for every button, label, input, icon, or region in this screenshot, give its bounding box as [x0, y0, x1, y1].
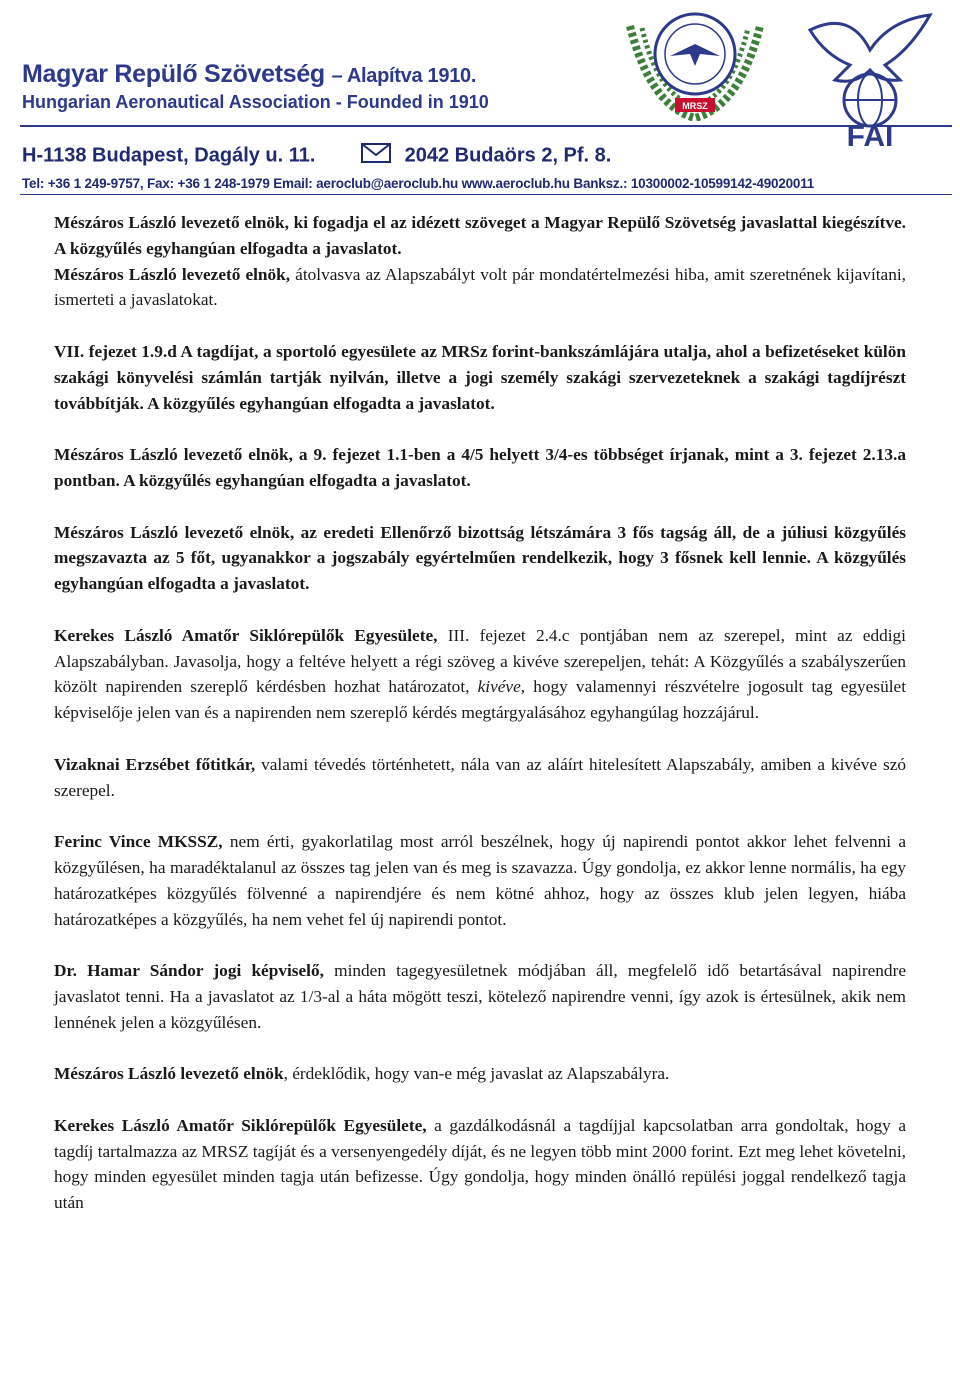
street-address: H-1138 Budapest, Dagály u. 11.: [22, 144, 316, 167]
italic-text-run: kivéve,: [477, 677, 526, 697]
bold-text-run: Mészáros László levezető elnök: [54, 1064, 284, 1084]
fai-text: FAI: [846, 120, 894, 150]
org-name-en: Hungarian Aeronautical Association: [22, 92, 331, 112]
paragraph-p6: [54, 623, 906, 726]
bold-text-run: Mészáros László levezető elnök, ki fogadja el az idézett szöveget a Magyar Repülő Szövetség javaslattal kiegészítve. A közgyűlés egyhangúan elfogadta a javaslatot.: [54, 213, 906, 258]
paragraph-p9: [54, 958, 906, 1035]
bold-text-run: Dr. Hamar Sándor jogi képviselő,: [54, 961, 324, 981]
document-body: [54, 210, 906, 1242]
address-line: [22, 143, 611, 169]
founded-en: - Founded in 1910: [335, 92, 489, 112]
text-run: nem érti, gyakorlatilag most arról beszélnek, hogy új napirendi pontot akkor lehet felvenni a közgyűlésen, ha maradéktalanul az összes tag jelen van és meg is szavazza. Úgy gondolja, ez akkor lenne normális, ha egy határozatképes közgyűlés fölvenné a napirendjére és nem kötné ahhoz, hogy az összes klub jelen legyen, hiába határozatképes a közgyűlés, ha nem vehet fel új napirendi pontot.: [54, 832, 906, 929]
paragraph-p8: [54, 829, 906, 932]
text-run: hogy valamennyi részvételre jogosult tag egyesület képviselője jelen van és a napirenden nem szereplő kérdés megtárgyalásához egyhangúlag hozzájárul.: [54, 677, 906, 723]
org-name-line: [22, 60, 476, 89]
bold-text-run: Mészáros László levezető elnök, a 9. fejezet 1.1-ben a 4/5 helyett 3/4-es többséget írjanak, mint a 3. fejezet 2.13.a pontban. A közgyűlés egyhangúan elfogadta a javaslatot.: [54, 445, 906, 490]
letterhead: [0, 0, 960, 195]
bold-text-run: Kerekes László Amatőr Siklórepülők Egyesülete,: [54, 1115, 427, 1135]
bold-text-run: Vizaknai Erzsébet főtitkár,: [54, 754, 256, 774]
po-box: 2042 Budaörs 2, Pf. 8.: [404, 144, 612, 167]
bold-text-run: Kerekes László Amatőr Siklórepülők Egyesülete,: [54, 625, 438, 645]
paragraph-p10: [54, 1061, 906, 1087]
text-run: minden tagegyesületnek módjában áll, megfelelő idő betartásával napirendre javaslatot tenni. Ha a javaslatot az 1/3-al a háta mögött teszi, kötelező napirendre venni, így azok is értesülnek, akik nem lennének jelen a közgyűlésen.: [54, 961, 906, 1032]
paragraph-p1: [54, 210, 906, 262]
text-run: átolvasva az Alapszabályt volt pár mondatértelmezési hiba, amit szeretnének kijavítani, ismerteti a javaslatokat.: [54, 264, 906, 310]
text-run: III. fejezet 2.4.c pontjában nem az szerepel, mint az eddigi Alapszabályban. Javasolja, hogy a feltéve helyett a régi szöveg a kivéve szerepeljen, tehát: A Közgyűlés a szabályszerűen közölt napirenden szereplő kérdésben hozhat határozatot,: [54, 625, 906, 697]
paragraph-p5: [54, 520, 906, 597]
text-run: a gazdálkodásnál a tagdíjjal kapcsolatban arra gondoltak, hogy a tagdíj tartalmazza az MRSZ tagíját és a versenyengedély díját, és ne legyen több mint 2000 forint. Ezt meg lehet követelni, hogy minden egyesület minden tagja után befizesse. Úgy gondolja, hogy minden önálló repülési joggal rendelkező tagja után: [54, 1115, 906, 1213]
bold-text-run: Ferinc Vince MKSSZ,: [54, 832, 223, 852]
paragraph-p11: [54, 1113, 906, 1216]
paragraph-p4: [54, 442, 906, 494]
divider-line-bottom: [20, 194, 952, 195]
paragraph-p2: [54, 262, 906, 314]
envelope-icon: [361, 143, 391, 169]
bold-text-run: Mészáros László levezető elnök, az eredeti Ellenőrző bizottság létszámára 3 fős tagság áll, de a júliusi közgyűlés megszavazta az 5 főt, ugyanakkor a jogszabály egyértelműen rendelkezik, hogy 3 fősnek kell lennie. A közgyűlés egyhangúan elfogadta a javaslatot.: [54, 522, 906, 594]
org-name: Magyar Repülő Szövetség: [22, 60, 325, 88]
text-run: , érdeklődik, hogy van-e még javaslat az Alapszabályra.: [283, 1064, 670, 1084]
bold-text-run: Mészáros László levezető elnök,: [54, 264, 291, 284]
paragraph-p3: [54, 339, 906, 416]
fai-logo-icon: [790, 10, 950, 155]
paragraph-p7: [54, 752, 906, 804]
bold-text-run: VII. fejezet 1.9.d A tagdíjat, a sportoló egyesülete az MRSz forint-bankszámlájára utalja, ahol a befizetéseket külön szakági könyvelési számlán tartják nyilván, illetve a jogi személy szakági szervezeteknek a szakági tagdíjrészt továbbítják. A közgyűlés egyhangúan elfogadta a javaslatot.: [54, 341, 906, 413]
founded-hu: – Alapítva 1910.: [331, 65, 477, 87]
mrsz-seal-icon: [620, 6, 770, 126]
seal-text: MRSZ: [682, 101, 708, 111]
text-run: valami tévedés történhetett, nála van az aláírt hitelesített Alapszabály, amiben a kivéve szó szerepel.: [54, 754, 907, 800]
contact-line: Tel: +36 1 249-9757, Fax: +36 1 248-1979 Email: aeroclub@aeroclub.hu www.aeroclub.hu Banksz.: 10300002-10599142-49020011: [22, 176, 815, 191]
org-name-en-line: [22, 92, 489, 113]
